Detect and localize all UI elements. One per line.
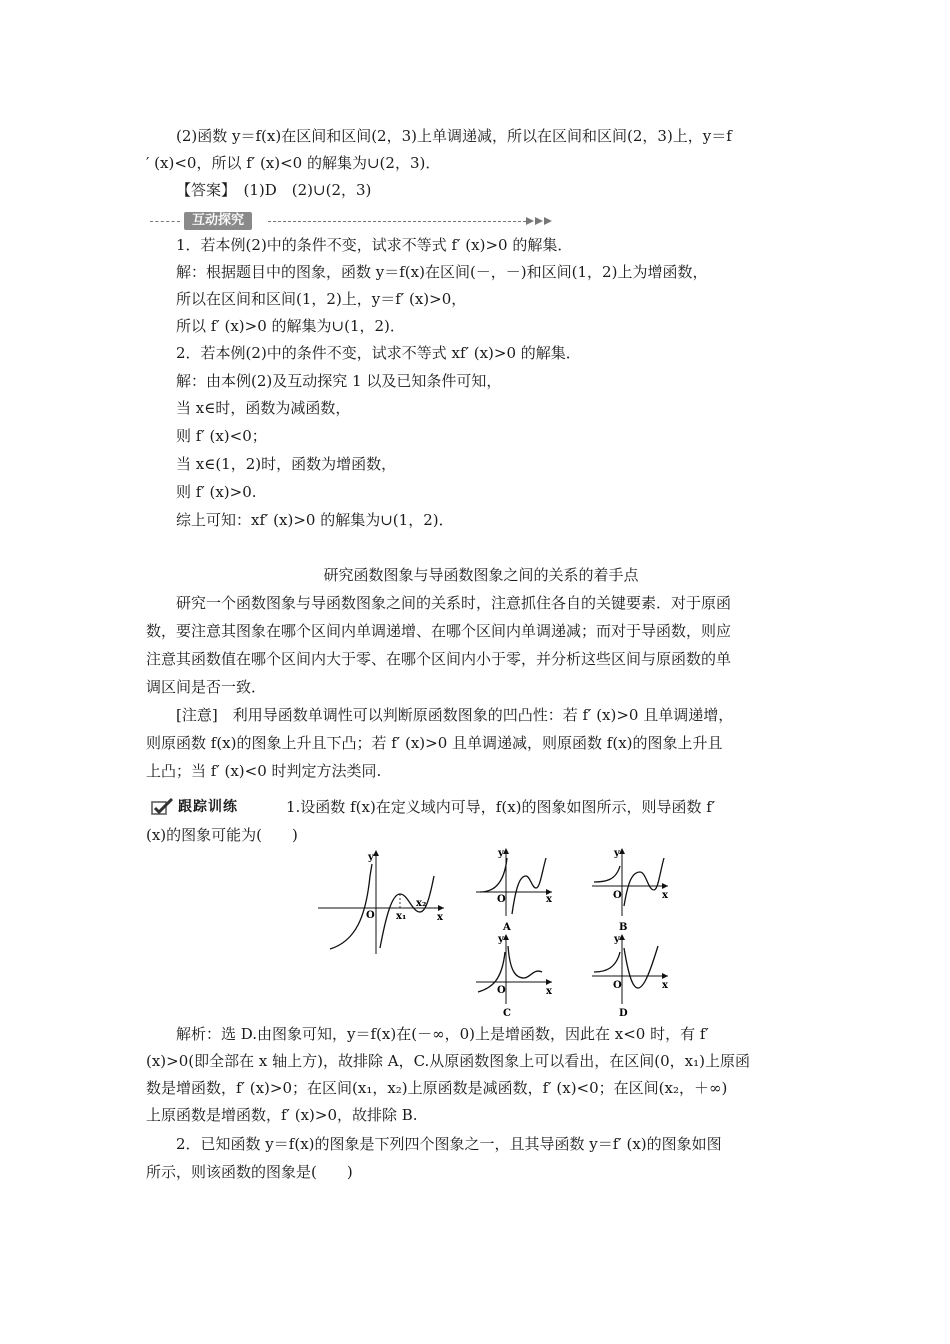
axis-y-label: y (368, 852, 374, 863)
text-line: 调区间是否一致． (146, 678, 267, 696)
solution-line: 数是增函数，f′ (x)>0；在区间(x₁，x₂)上原函数是减函数，f′ (x)<0；在区间(x₂，＋∞) (146, 1079, 728, 1097)
solution-line: 上原函数是增函数，f′ (x)>0，故排除 B. (146, 1106, 418, 1124)
text-line: 2．若本例(2)中的条件不变，试求不等式 xf′ (x)>0 的解集． (176, 344, 581, 362)
text-line: 则 f′ (x)<0； (176, 427, 267, 445)
text-line: 数，要注意其图象在哪个区间内单调递增、在哪个区间内单调递减；而对于导函数，则应 (146, 622, 732, 640)
solution-line: (x)>0(即全部在 x 轴上方)，故排除 A，C.从原函数图象上可以看出，在区间(0，x₁)上原函 (146, 1052, 751, 1070)
axis-x-label: x (546, 986, 552, 997)
function-graph (316, 846, 448, 956)
question-line: 2．已知函数 y＝f(x)的图象是下列四个图象之一，且其导函数 y＝f′ (x)的图象如图 (176, 1135, 722, 1153)
tracking-practice-badge (150, 797, 280, 817)
axis-x-label: x (546, 894, 552, 905)
text-line: 则 f′ (x)>0. (176, 483, 257, 501)
text-line: [注意] 利用导函数单调性可以判断原函数图象的凹凸性：若 f′ (x)>0 且单调递增， (176, 706, 734, 724)
interactive-explore-divider (150, 212, 555, 230)
tracking-practice-label: 跟踪训练 (178, 799, 238, 815)
question-line: 所示，则该函数的图象是( ) (146, 1163, 353, 1181)
origin-label: O (497, 894, 506, 905)
arrow-icon (526, 215, 556, 227)
axis-y-label: y (614, 848, 620, 859)
text-line: 解：由本例(2)及互动探究 1 以及已知条件可知， (176, 372, 502, 390)
text-line: 上凸；当 f′ (x)<0 时判定方法类同. (146, 762, 382, 780)
axis-y-label: y (498, 934, 504, 945)
text-line: 所以在区间和区间(1，2)上，y＝f′ (x)>0， (176, 290, 467, 308)
origin-label: O (366, 910, 375, 921)
text-line: (2)函数 y＝f(x)在区间和区间(2，3)上单调递减，所以在区间和区间(2，3)上，y＝f (176, 127, 732, 145)
axis-x-label: x (662, 980, 668, 991)
text-line: 所以 f′ (x)>0 的解集为∪(1，2)． (176, 317, 405, 335)
text-line: 当 x∈时，函数为减函数， (176, 399, 351, 417)
option-d-label: D (619, 1008, 628, 1018)
text-line: 解：根据题目中的图象，函数 y＝f(x)在区间(－，－)和区间(1，2)上为增函数， (176, 263, 708, 281)
answer-line: 【答案】 (1)D (2)∪(2，3) (176, 181, 372, 199)
option-b-graph (588, 846, 672, 932)
interactive-explore-label: 互动探究 (184, 212, 252, 230)
section-title: 研究函数图象与导函数图象之间的关系的着手点 (323, 566, 639, 584)
text-line: 当 x∈(1，2)时，函数为增函数， (176, 455, 397, 473)
text-line: 研究一个函数图象与导函数图象之间的关系时，注意抓住各自的关键要素．对于原函 (176, 594, 732, 612)
origin-label: O (613, 980, 622, 991)
option-c-label: C (503, 1008, 511, 1018)
axis-x-label: x (437, 912, 443, 923)
option-a-label: A (503, 922, 511, 932)
question-line: 1.设函数 f(x)在定义域内可导，f(x)的图象如图所示，则导函数 f′ (286, 798, 716, 816)
origin-label: O (613, 890, 622, 901)
checkmark-icon (150, 798, 176, 816)
text-line: 则原函数 f(x)的图象上升且下凸；若 f′ (x)>0 且单调递减，则原函数 f(x)的图象上升且 (146, 734, 723, 752)
option-d-graph (588, 932, 672, 1018)
origin-label: O (497, 985, 506, 996)
text-line: 综上可知：xf′ (x)>0 的解集为∪(1，2)． (176, 511, 454, 529)
axis-y-label: y (614, 934, 620, 945)
axis-y-label: y (498, 848, 504, 859)
text-line: 1．若本例(2)中的条件不变，试求不等式 f′ (x)>0 的解集． (176, 236, 573, 254)
option-a-graph (472, 846, 556, 932)
x2-label: x₂ (416, 898, 427, 909)
text-line: ′ (x)<0，所以 f′ (x)<0 的解集为∪(2，3)． (146, 154, 441, 172)
option-c-graph (472, 932, 556, 1018)
solution-line: 解析：选 D.由图象可知，y＝f(x)在(－∞，0)上是增函数，因此在 x<0 时，有 f′ (176, 1025, 709, 1043)
axis-x-label: x (662, 890, 668, 901)
text-line: 注意其函数值在哪个区间内大于零、在哪个区间内小于零，并分析这些区间与原函数的单 (146, 650, 732, 668)
x1-label: x₁ (396, 911, 407, 922)
option-b-label: B (619, 922, 628, 932)
question-line: (x)的图象可能为( ) (146, 826, 298, 844)
